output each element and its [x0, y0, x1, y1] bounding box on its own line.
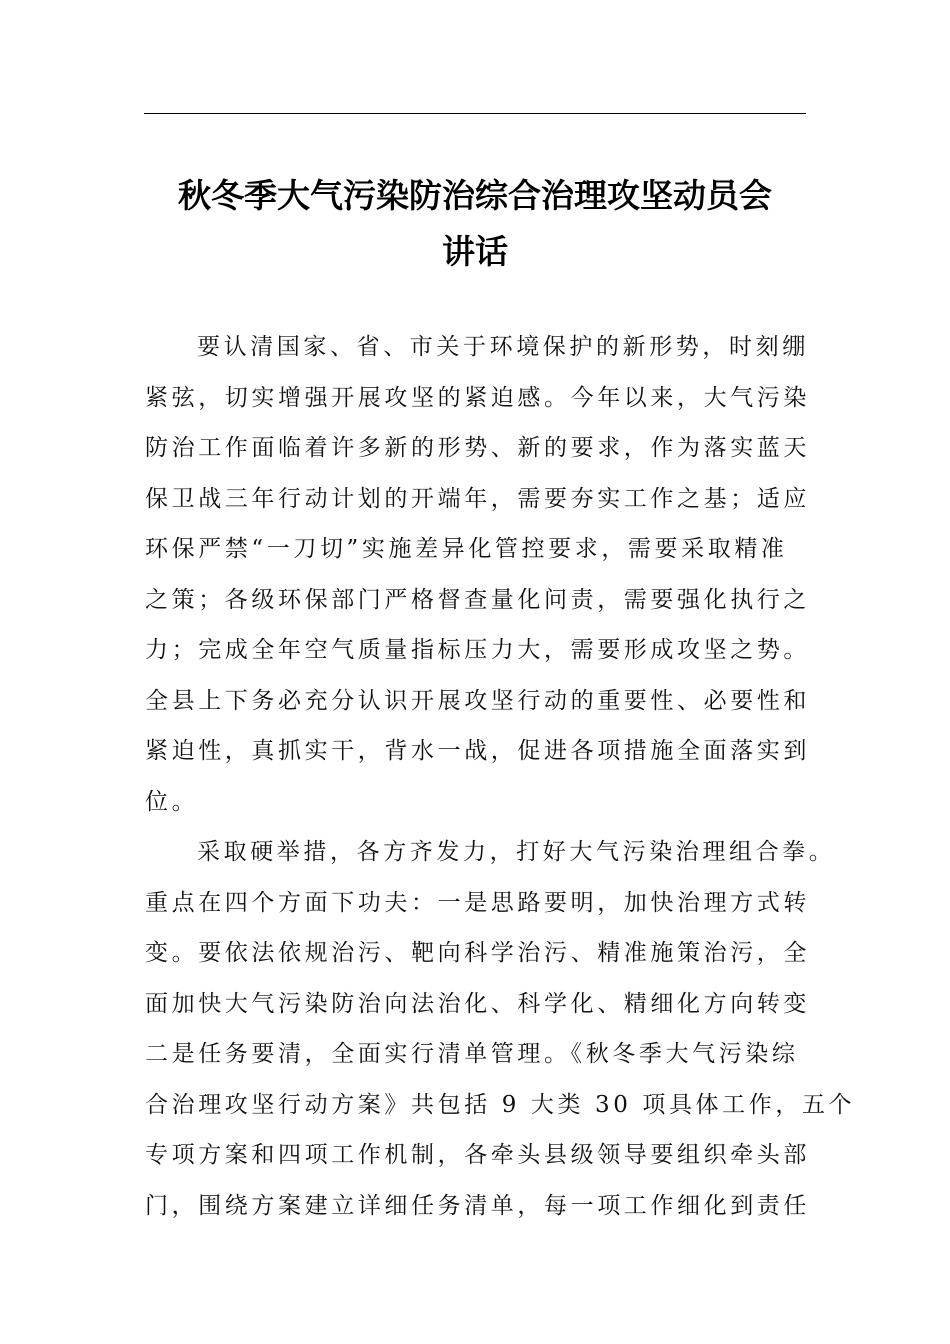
text-line: 紧迫性，真抓实干，背水一战，促进各项措施全面落实到 [145, 738, 810, 764]
title-line-2: 讲话 [442, 232, 508, 271]
text-line: 防治工作面临着许多新的形势、新的要求，作为落实蓝天 [145, 435, 810, 461]
text-line: 专项方案和四项工作机制，各牵头县级领导要组织牵头部 [145, 1142, 810, 1168]
text-line: 门，围绕方案建立详细任务清单，每一项工作细化到责任 [145, 1192, 810, 1219]
text-line: 环保严禁“一刀切”实施差异化管控要求，需要采取精准 [145, 536, 788, 562]
text-line: 要认清国家、省、市关于环境保护的新形势，时刻绷 [197, 334, 809, 360]
text-line: 之策；各级环保部门严格督查量化问责，需要强化执行之 [145, 586, 810, 613]
text-line: 保卫战三年行动计划的开端年，需要夯实工作之基；适应 [145, 485, 810, 512]
text-line: 面加快大气污染防治向法治化、科学化、精细化方向转变 [145, 990, 810, 1017]
text-line: 力；完成全年空气质量指标压力大，需要形成攻坚之势。 [145, 637, 810, 663]
text-line: 全县上下务必充分认识开展攻坚行动的重要性、必要性和 [145, 687, 810, 714]
title-line-1: 秋冬季大气污染防治综合治理攻坚动员会 [178, 176, 772, 215]
paragraph-2 [145, 827, 856, 1231]
text-line: 二是任务要清，全面实行清单管理。《秋冬季大气污染综 [145, 1041, 799, 1067]
text-line: 合治理攻坚行动方案》共包括 9 大类 30 项具体工作，五个 [145, 1091, 856, 1118]
text-line: 采取硬举措，各方齐发力，打好大气污染治理组合拳。 [197, 839, 836, 865]
text-line: 位。 [145, 788, 199, 815]
header-rule [144, 113, 806, 114]
text-line: 变。要依法依规治污、靶向科学治污、精准施策治污，全 [145, 940, 810, 966]
paragraph-1 [145, 322, 810, 827]
text-line: 重点在四个方面下功夫：一是思路要明，加快治理方式转 [145, 889, 810, 916]
text-line: 紧弦，切实增强开展攻坚的紧迫感。今年以来，大气污染 [145, 384, 810, 411]
document-body [145, 322, 856, 1231]
document-title [130, 168, 820, 280]
